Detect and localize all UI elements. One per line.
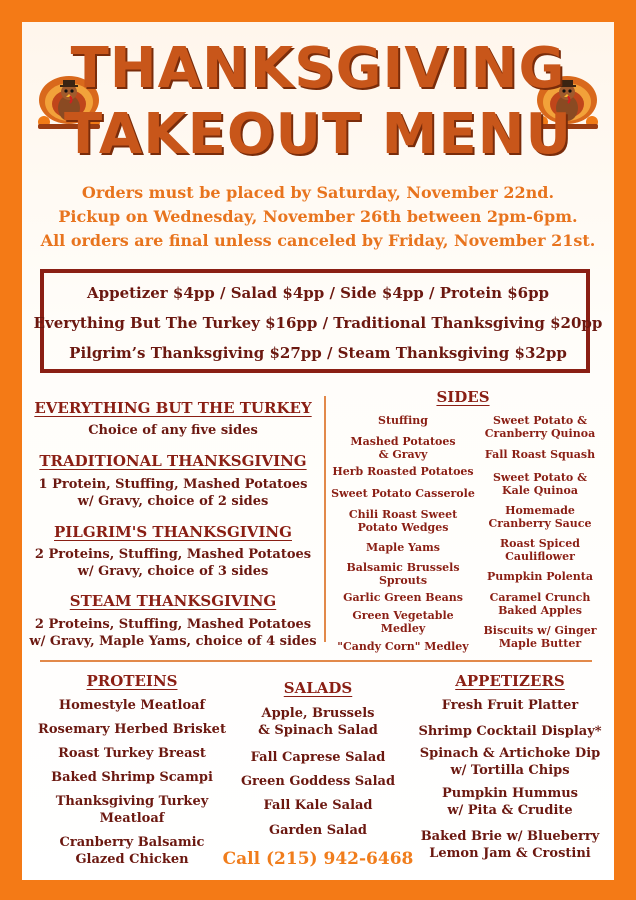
package-description: w/ Gravy, choice of 2 sides [77,494,269,509]
salad-item: Green Goddess Salad [240,774,396,789]
side-item: Baked Apples [498,604,582,617]
side-item: Biscuits w/ Ginger [483,624,597,637]
side-item: Maple Butter [498,637,582,650]
salad-item: & Spinach Salad [258,723,378,738]
protein-item: Baked Shrimp Scampi [51,770,213,785]
side-item: Balsamic Brussels [346,561,460,574]
protein-item: Rosemary Herbed Brisket [38,722,226,737]
appetizer-item: Lemon Jam & Crostini [429,846,591,861]
phone-call-text: Call (215) 942-6468 [222,849,414,869]
appetizer-item: Baked Brie w/ Blueberry [420,829,600,844]
package-heading: STEAM THANKSGIVING [69,592,277,610]
package-heading: EVERYTHING BUT THE TURKEY [34,399,312,417]
salad-item: Garden Salad [269,823,367,838]
side-item: Cranberry Quinoa [484,427,596,440]
section-divider [40,660,592,662]
side-item: Pumpkin Polenta [487,570,593,583]
pricing-line: Everything But The Turkey $16pp / Traditional Thanksgiving $20pp [33,314,603,332]
protein-item: Thanksgiving Turkey [55,794,209,809]
side-item: Chili Roast Sweet [348,508,458,521]
side-item: Green Vegetable [352,609,454,622]
menu-title-line-2: TAKEOUT MENU [64,102,572,167]
proteins-heading: PROTEINS [86,672,178,690]
side-item: Herb Roasted Potatoes [332,465,474,478]
side-item: Kale Quinoa [502,484,578,497]
package-description: 2 Proteins, Stuffing, Mashed Potatoes [34,617,312,632]
package-description: 2 Proteins, Stuffing, Mashed Potatoes [34,547,312,562]
side-item: Maple Yams [366,541,440,554]
side-item: Cranberry Sauce [488,517,592,530]
side-item: Sprouts [378,574,428,587]
salad-item: Apple, Brussels [261,706,375,721]
protein-item: Glazed Chicken [75,852,189,867]
package-description: Choice of any five sides [88,423,258,438]
salads-heading: SALADS [283,679,353,697]
appetizer-item: Spinach & Artichoke Dip [419,746,601,761]
pricing-line: Appetizer $4pp / Salad $4pp / Side $4pp / Protein $6pp [86,284,550,302]
column-divider [324,396,326,642]
menu-title-line-1: THANKSGIVING [70,36,566,101]
side-item: Cauliflower [505,550,575,563]
appetizers-heading: APPETIZERS [455,672,565,690]
side-item: Sweet Potato & [492,471,588,484]
side-item: Garlic Green Beans [343,591,463,604]
side-item: Medley [380,622,426,635]
side-item: Stuffing [378,414,428,427]
side-item: Mashed Potatoes [350,435,456,448]
appetizer-item: w/ Pita & Crudite [447,803,573,818]
appetizer-item: Shrimp Cocktail Display* [418,724,602,739]
side-item: Sweet Potato & [492,414,588,427]
side-item: Sweet Potato Casserole [331,487,475,500]
side-item: & Gravy [378,448,428,461]
appetizer-item: w/ Tortilla Chips [450,763,570,778]
side-item: Fall Roast Squash [484,448,596,461]
side-item: Caramel Crunch [489,591,591,604]
package-description: w/ Gravy, choice of 3 sides [77,564,269,579]
side-item: Homemade [505,504,575,517]
protein-item: Homestyle Meatloaf [58,698,206,713]
salad-item: Fall Kale Salad [263,798,373,813]
cancellation-notice: All orders are final unless canceled by Friday, November 21st. [40,231,596,250]
package-heading: TRADITIONAL THANKSGIVING [39,452,307,470]
appetizer-item: Fresh Fruit Platter [441,698,579,713]
order-deadline-notice: Orders must be placed by Saturday, November 22nd. [81,183,555,202]
protein-item: Cranberry Balsamic [59,835,205,850]
side-item: Roast Spiced [500,537,580,550]
side-item: Potato Wedges [357,521,449,534]
protein-item: Roast Turkey Breast [58,746,206,761]
protein-item: Meatloaf [99,811,165,826]
pickup-notice: Pickup on Wednesday, November 26th between 2pm-6pm. [58,207,578,226]
salad-item: Fall Caprese Salad [250,750,386,765]
appetizer-item: Pumpkin Hummus [441,786,578,801]
side-item: "Candy Corn" Medley [337,640,469,653]
sides-heading: SIDES [436,388,490,406]
package-heading: PILGRIM'S THANKSGIVING [54,523,292,541]
pricing-line: Pilgrim’s Thanksgiving $27pp / Steam Thanksgiving $32pp [69,344,567,362]
package-description: 1 Protein, Stuffing, Mashed Potatoes [38,477,308,492]
package-description: w/ Gravy, Maple Yams, choice of 4 sides [29,634,317,649]
